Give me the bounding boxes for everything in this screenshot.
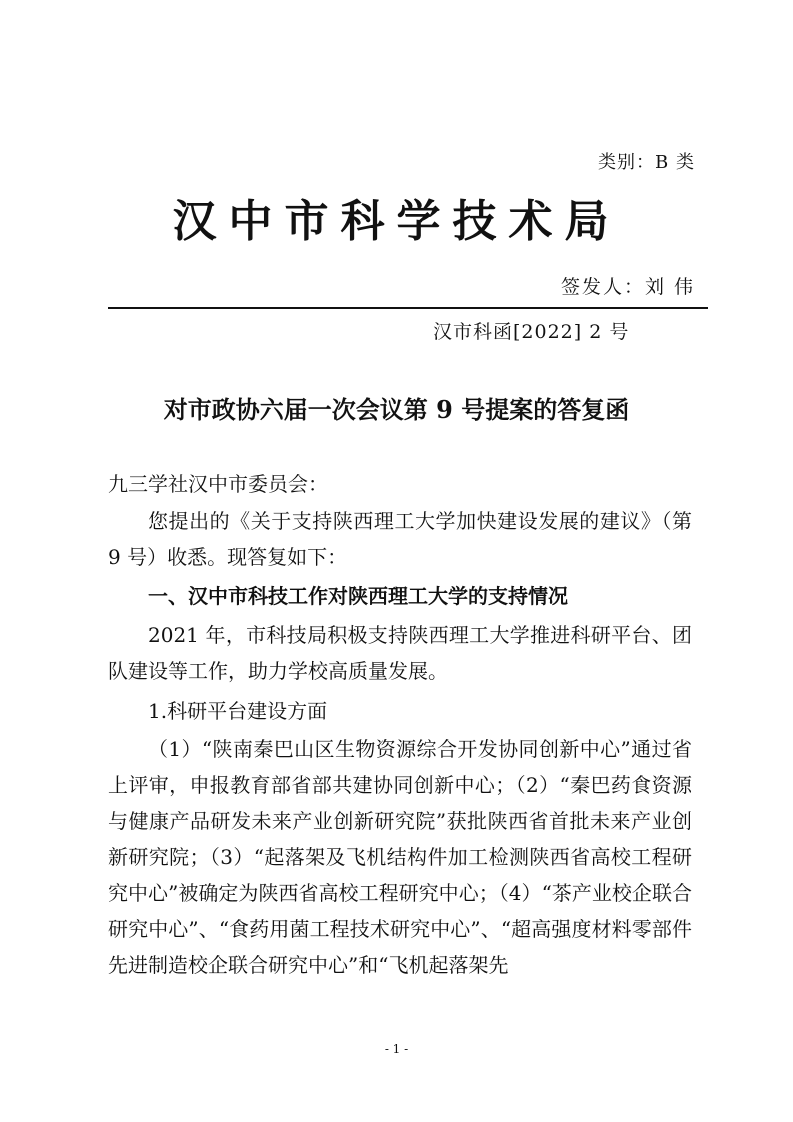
document-title: 对市政协六届一次会议第 9 号提案的答复函	[163, 395, 630, 424]
header-divider	[108, 307, 708, 309]
category-label: 类别：B 类	[598, 152, 695, 173]
document-number: 汉市科函[2022] 2 号	[433, 321, 630, 343]
paragraph-intro: 您提出的《关于支持陕西理工大学加快建设发展的建议》（第 9 号）收悉。现答复如下：	[108, 509, 692, 569]
paragraph-overview: 2021 年，市科技局积极支持陕西理工大学推进科研平台、团队建设等工作，助力学校高质量发展。	[108, 623, 692, 683]
section-heading: 一、汉中市科技工作对陕西理工大学的支持情况	[148, 584, 568, 608]
signer-label: 签发人：刘 伟	[560, 276, 695, 298]
page-number: - 1 -	[384, 1042, 409, 1056]
organization-title: 汉中市科学技术局	[172, 196, 621, 247]
subsection-heading: 1.科研平台建设方面	[148, 699, 328, 723]
paragraph-platforms: （1）“陕南秦巴山区生物资源综合开发协同创新中心”通过省上评审，申报教育部省部共建协同创新中心；（2）“秦巴药食资源与健康产品研发未来产业创新研究院”获批陕西省首批未来产业创新研究院；（3）“起落架及飞机结构件加工检测陕西省高校工程研究中心”被确定为陕西省高校工程研究中心；（4）“茶产业校企联合研究中心”、“食药用菌工程技术研究中心”、“超高强度材料零部件先进制造校企联合研究中心”和“飞机起落架先	[108, 737, 692, 977]
salutation: 九三学社汉中市委员会：	[108, 472, 328, 496]
